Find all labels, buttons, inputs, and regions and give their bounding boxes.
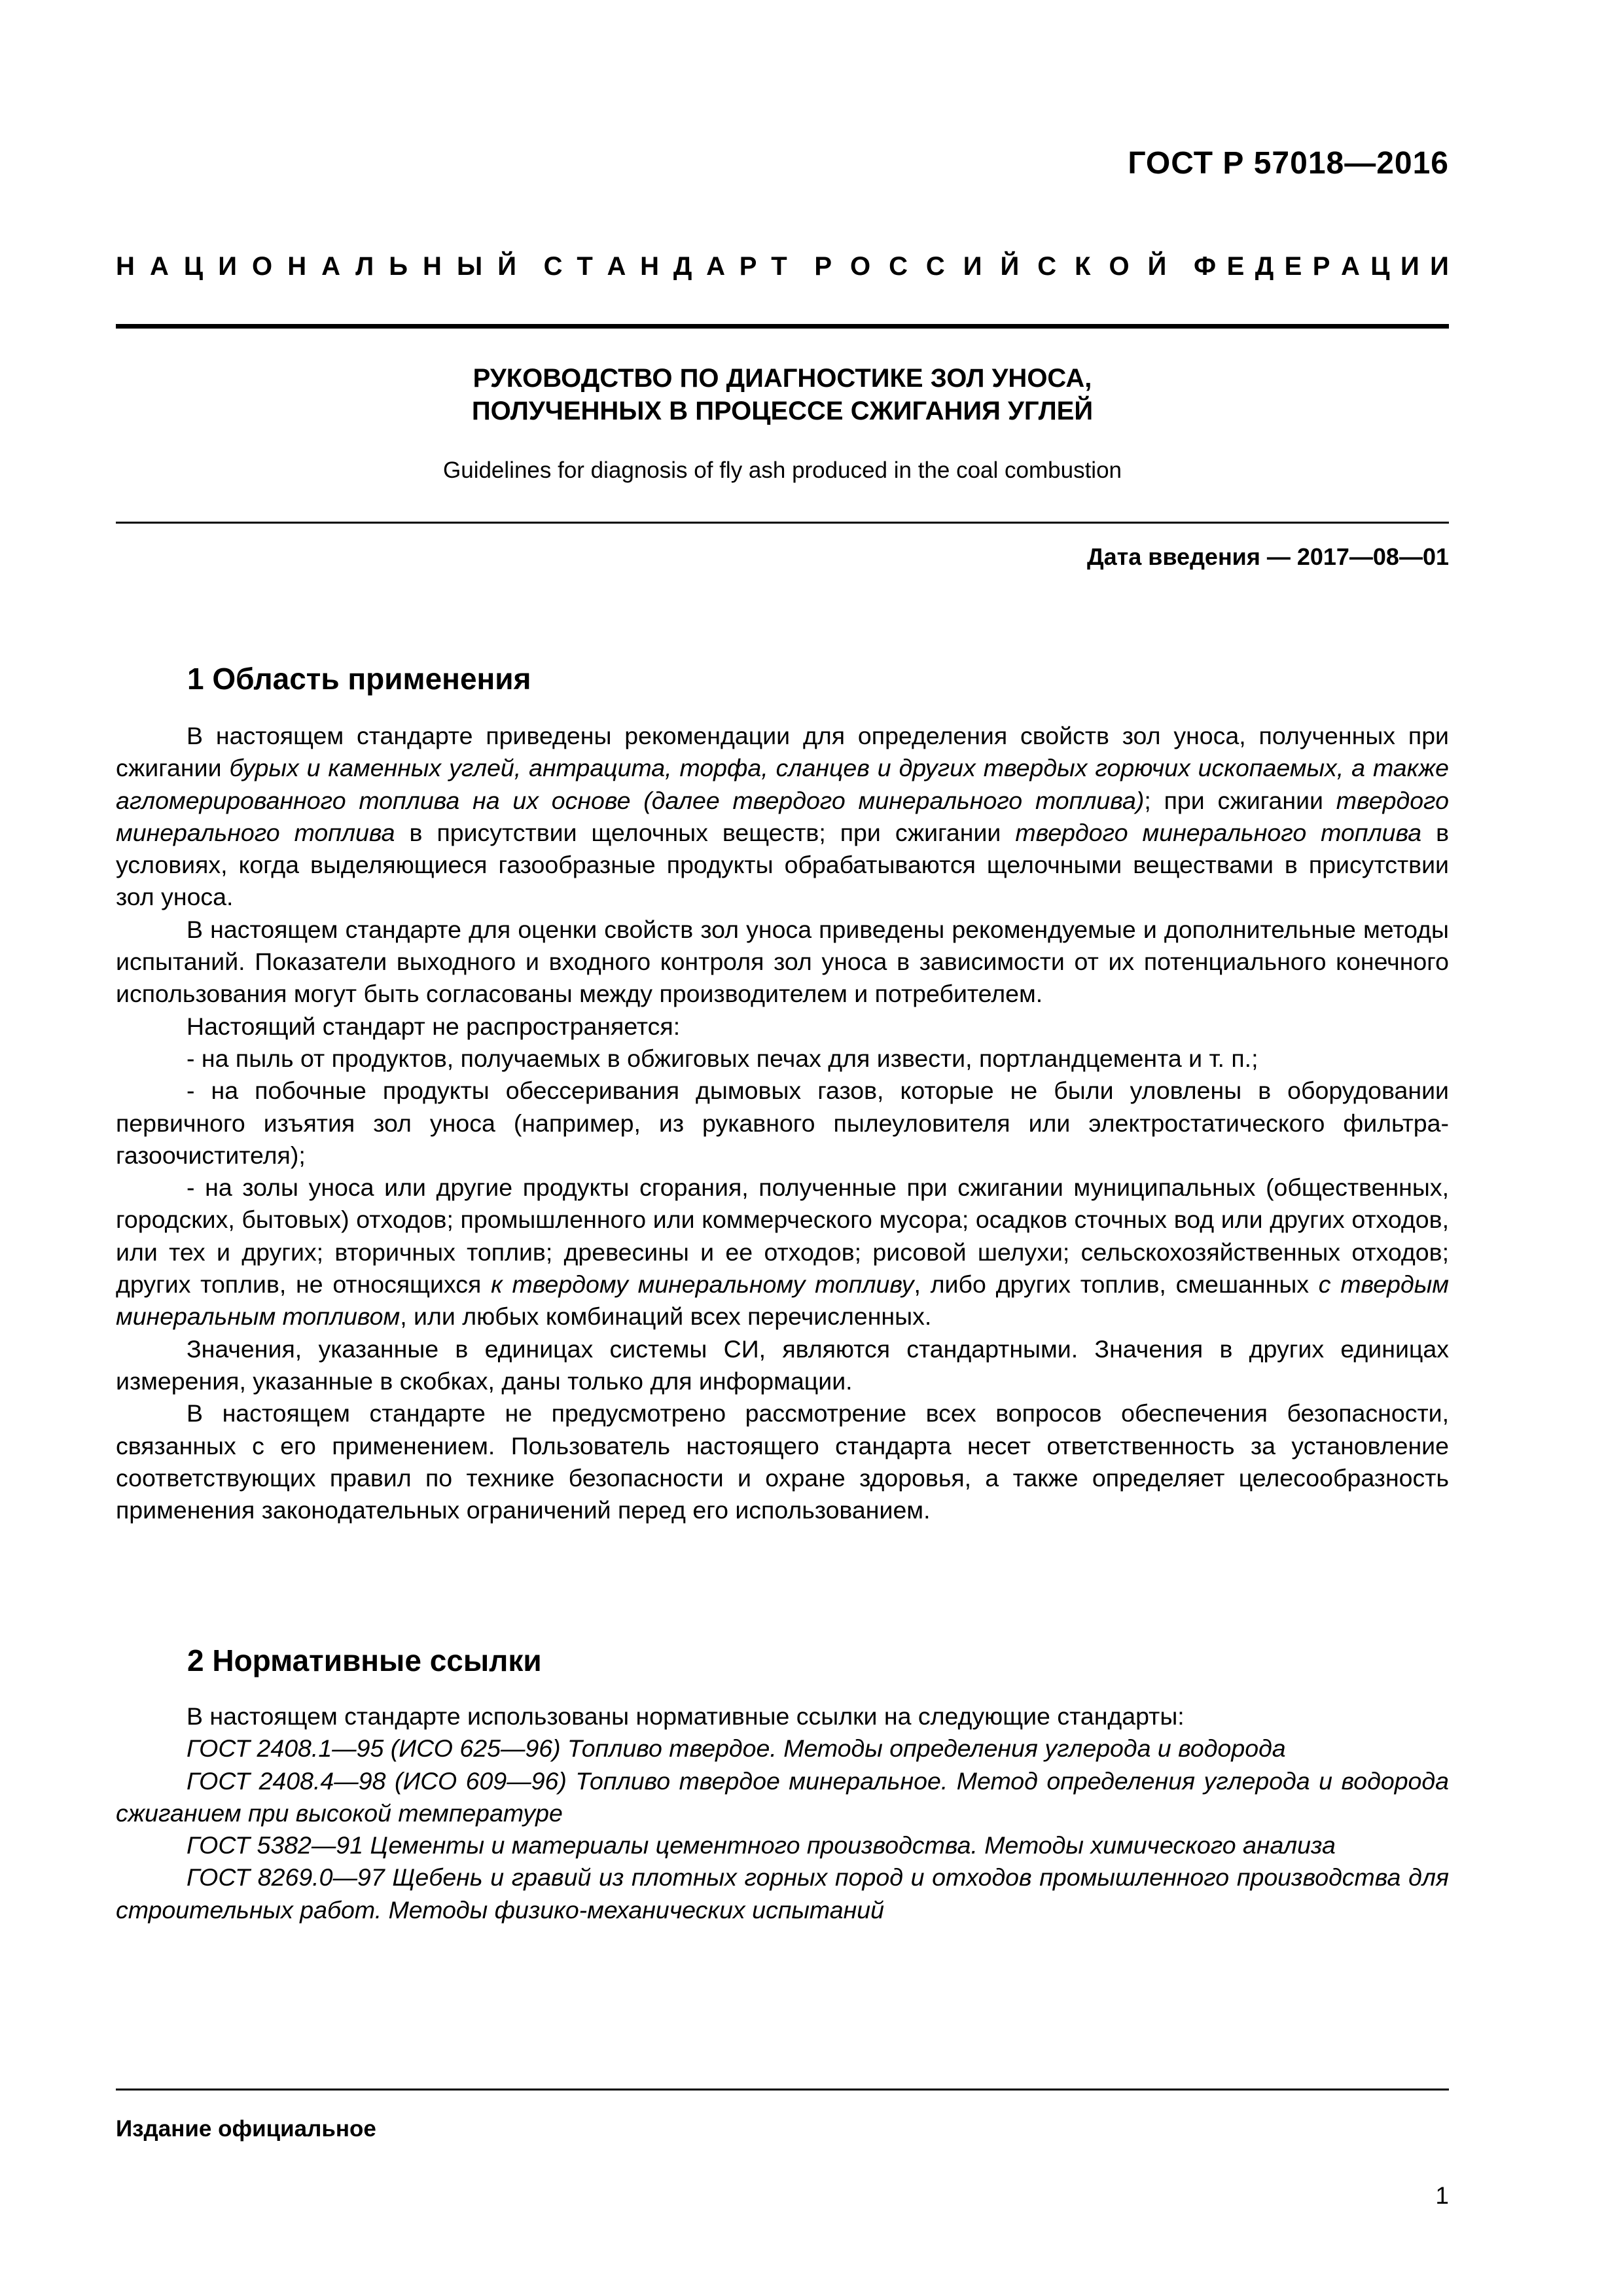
reference-item	[116, 1861, 1449, 1926]
banner-letter: Н	[640, 252, 660, 281]
banner-letter: И	[218, 252, 237, 281]
banner-letter: Т	[577, 252, 593, 281]
reference-item	[116, 1732, 1449, 1765]
document-title	[116, 362, 1449, 427]
text-run: , или любых комбинаций всех перечисленных.	[400, 1302, 932, 1331]
banner-letter: А	[607, 252, 626, 281]
banner-letter: Е	[1284, 252, 1302, 281]
banner-letter: Н	[287, 252, 307, 281]
reference-text: ГОСТ 2408.1—95 (ИСО 625—96) Топливо твердое. Методы определения углерода и водорода	[187, 1734, 1286, 1763]
paragraph	[116, 720, 1449, 914]
banner-word-russian	[814, 252, 1166, 281]
banner-letter: И	[1430, 252, 1449, 281]
banner-letter: С	[543, 252, 563, 281]
paragraph: В настоящем стандарте для оценки свойств зол уноса приведены рекомендуемые и дополнительные методы испытаний. Показатели выходного и входного контроля зол уноса в зависимости от их потенциального конечного использования могут быть согласованы между производителем и потребителем.	[116, 915, 1449, 1008]
banner-letter: Ц	[1370, 252, 1390, 281]
banner-letter: И	[1400, 252, 1419, 281]
banner-letter: А	[149, 252, 169, 281]
banner-letter: А	[706, 252, 725, 281]
paragraph: В настоящем стандарте не предусмотрено рассмотрение всех вопросов обеспечения безопасности, связанных с его применением. Пользователь настоящего стандарта несет ответственность за установление соответствующих правил по технике безопасности и охране здоровья, а также определяет целесообразность применения законодательных ограничений перед его использованием.	[116, 1399, 1449, 1524]
banner-letter: С	[889, 252, 908, 281]
banner-letter: С	[925, 252, 945, 281]
banner-letter: К	[1075, 252, 1091, 281]
reference-text: ГОСТ 8269.0—97 Щебень и гравий из плотных горных пород и отходов промышленного производства для строительных работ. Методы физико-механических испытаний	[116, 1863, 1449, 1924]
banner-letter: А	[321, 252, 341, 281]
title-divider	[116, 522, 1449, 524]
reference-text: ГОСТ 5382—91 Цементы и материалы цементного производства. Методы химического анализа	[187, 1831, 1336, 1859]
reference-item	[116, 1765, 1449, 1830]
english-title: Guidelines for diagnosis of fly ash produced in the coal combustion	[443, 457, 1122, 483]
section-2-body	[116, 1700, 1449, 1926]
banner-word-federation	[1194, 252, 1449, 281]
banner-letter: Н	[423, 252, 442, 281]
list-item: - на пыль от продуктов, получаемых в обжиговых печах для извести, портландцемента и т. п.;	[187, 1044, 1258, 1072]
section-1-heading: 1 Область применения	[187, 662, 531, 696]
banner-letter: Л	[355, 252, 374, 281]
text-run: в условиях, когда выделяющиеся газообразные продукты обрабатываются щелочными веществами в присутствии зол уноса.	[116, 818, 1450, 911]
banner-letter: Р	[739, 252, 757, 281]
banner-letter: С	[1037, 252, 1057, 281]
banner-letter: И	[963, 252, 982, 281]
banner-letter: Й	[1147, 252, 1167, 281]
reference-text: ГОСТ 2408.4—98 (ИСО 609—96) Топливо твердое минеральное. Метод определения углерода и водорода сжиганием при высокой температуре	[116, 1767, 1449, 1827]
italic-term: бурых и каменных углей, антрацита, торфа, сланцев и других твердых горючих ископаемых, а также агломерированного топлива на их основе (далее твердого минерального топлива)	[116, 754, 1450, 814]
text-run: в присутствии щелочных веществ; при сжигании	[395, 818, 1016, 846]
banner-letter: Е	[1226, 252, 1245, 281]
official-edition-label: Издание официальное	[116, 2116, 376, 2142]
banner-letter: Н	[116, 252, 135, 281]
document-number: ГОСТ Р 57018—2016	[1128, 146, 1449, 181]
banner-letter: Ы	[457, 252, 483, 281]
text-run: В настоящем стандарте приведены рекомендации для определения свойств зол уноса, полученных при сжигании	[116, 722, 1449, 782]
list-item	[116, 1172, 1449, 1333]
italic-term: с твердым минеральным топливом	[116, 1270, 1450, 1331]
banner-letter: А	[1340, 252, 1360, 281]
paragraph: Настоящий стандарт не распространяется:	[187, 1012, 681, 1040]
title-line-2: ПОЛУЧЕННЫХ В ПРОЦЕССЕ СЖИГАНИЯ УГЛЕЙ	[471, 397, 1094, 425]
title-line-1: РУКОВОДСТВО ПО ДИАГНОСТИКЕ ЗОЛ УНОСА,	[473, 364, 1092, 393]
italic-term: к твердому минеральному топливу	[491, 1270, 914, 1299]
banner-letter: Т	[771, 252, 787, 281]
italic-term: твердого минерального топлива	[116, 786, 1449, 846]
reference-item	[116, 1829, 1449, 1861]
italic-term: твердого минерального топлива	[1015, 818, 1422, 846]
text-run: , либо других топлив, смешанных	[914, 1270, 1319, 1299]
banner-letter: Р	[814, 252, 832, 281]
standard-banner	[116, 252, 1449, 281]
banner-letter: Ь	[389, 252, 408, 281]
banner-letter: Ф	[1193, 252, 1217, 281]
banner-letter: О	[252, 252, 273, 281]
banner-letter: Й	[1000, 252, 1020, 281]
header-divider	[116, 324, 1449, 329]
banner-letter: Й	[497, 252, 516, 281]
list-item: - на побочные продукты обессеривания дымовых газов, которые не были уловлены в оборудовании первичного изъятия зол уноса (например, из рукавного пылеуловителя или электростатического фильтра-газоочистителя);	[116, 1077, 1449, 1169]
banner-letter: Р	[1312, 252, 1330, 281]
text-run: - на золы уноса или другие продукты сгорания, полученные при сжигании муниципальных (общественных, городских, бытовых) отходов; промышленного или коммерческого мусора; осадков сточных вод или других отходов, или тех и других; вторичных топлив; древесины и ее отходов; рисовой шелухи; сельскохозяйственных отходов; других топлив, не относящихся	[116, 1174, 1449, 1299]
banner-letter: О	[1109, 252, 1130, 281]
banner-letter: Д	[1255, 252, 1274, 281]
banner-letter: Д	[673, 252, 692, 281]
section-2-heading: 2 Нормативные ссылки	[187, 1643, 542, 1677]
page-number: 1	[1435, 2182, 1449, 2209]
paragraph: Значения, указанные в единицах системы СИ, являются стандартными. Значения в других единицах измерения, указанные в скобках, даны только для информации.	[116, 1335, 1449, 1395]
banner-letter: Ц	[183, 252, 204, 281]
footer-divider	[116, 2089, 1449, 2090]
introduction-date: Дата введения — 2017—08—01	[1086, 543, 1449, 570]
banner-word-national	[116, 252, 516, 281]
section-1-body	[116, 720, 1449, 1526]
banner-letter: О	[849, 252, 871, 281]
banner-word-standard	[544, 252, 787, 281]
text-run: ; при сжигании	[1144, 786, 1336, 814]
paragraph: В настоящем стандарте использованы нормативные ссылки на следующие стандарты:	[187, 1702, 1185, 1730]
